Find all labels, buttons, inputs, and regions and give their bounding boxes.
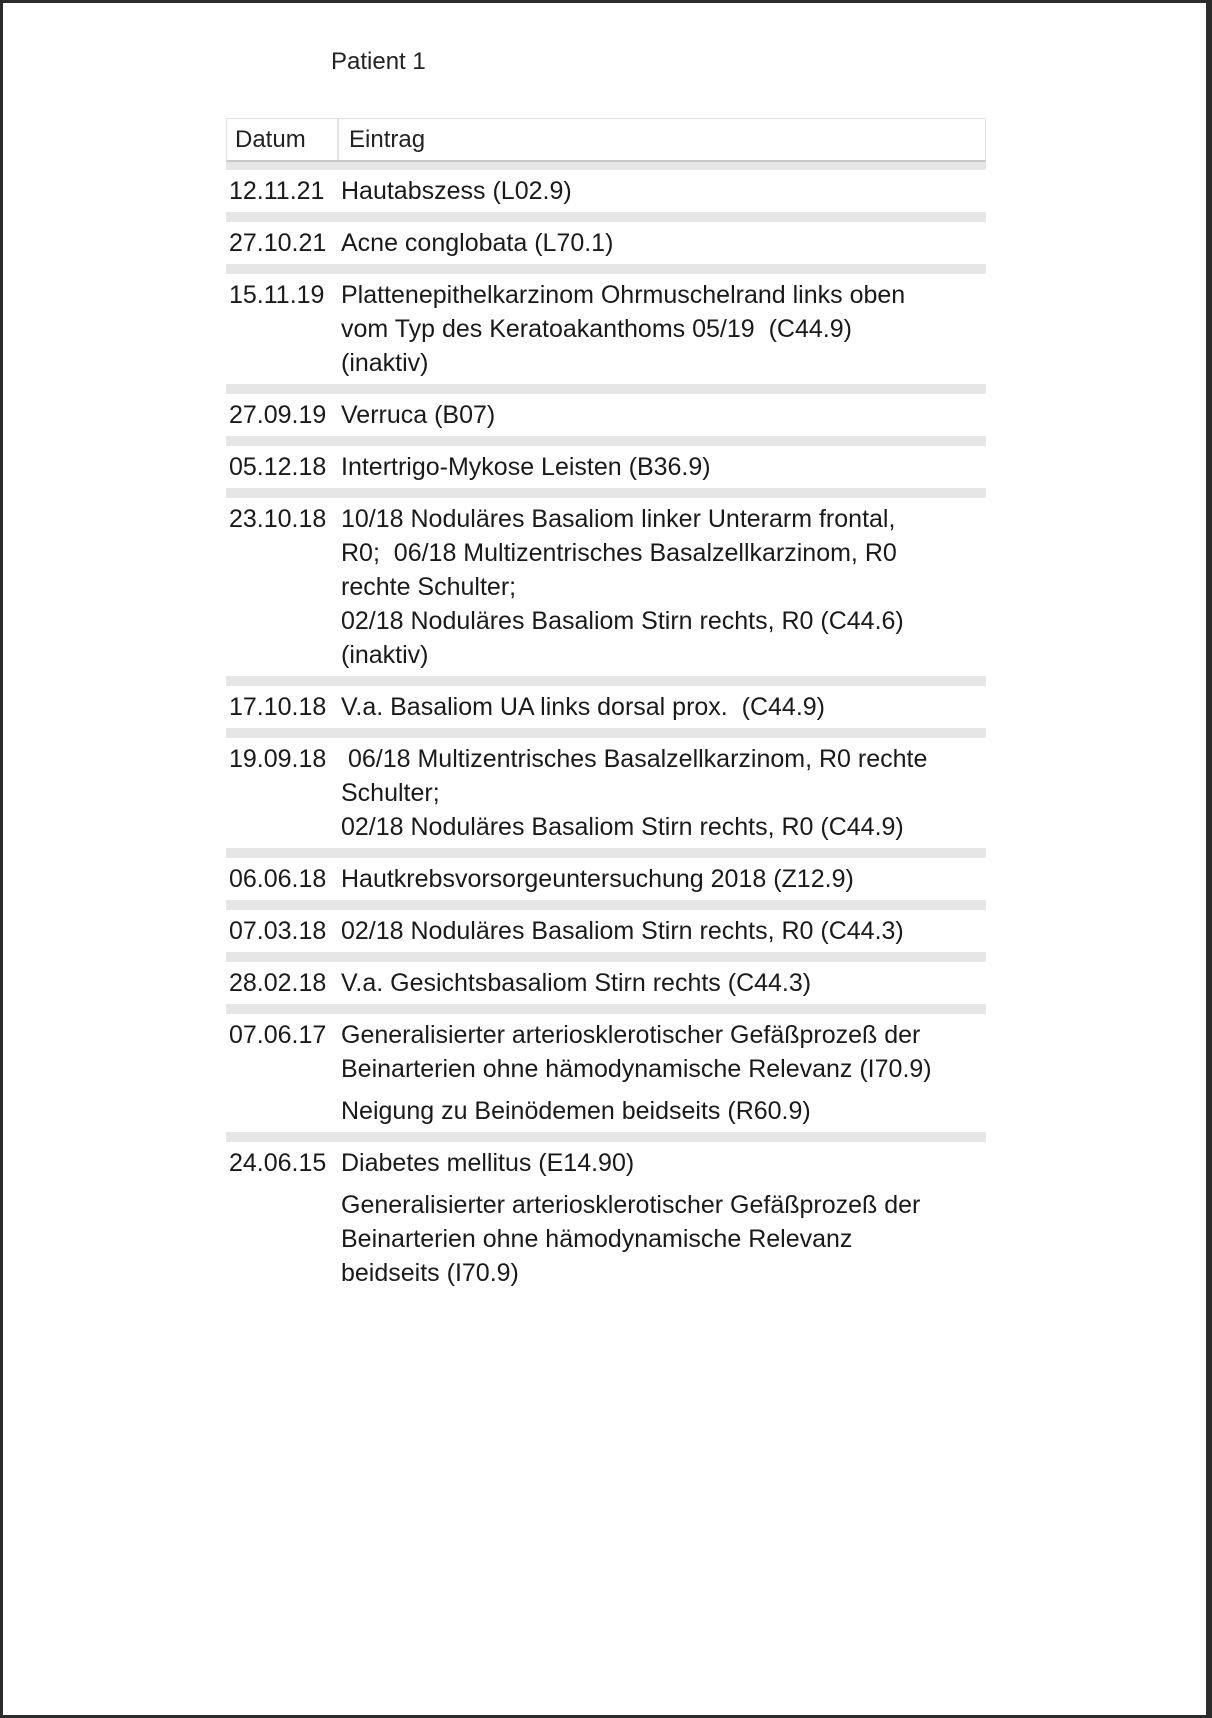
row-date: 12.11.21 (229, 177, 325, 205)
row-date: 07.03.18 (229, 917, 327, 945)
table-row[interactable] (226, 900, 986, 952)
row-entry (338, 502, 986, 672)
row-entry (338, 914, 986, 948)
table-row[interactable] (226, 952, 986, 1004)
row-entry (338, 690, 986, 724)
table-row[interactable] (226, 728, 986, 848)
entry-paragraph: Hautkrebsvorsorgeuntersuchung 2018 (Z12.9) (341, 865, 854, 893)
row-date: 24.06.15 (229, 1149, 327, 1177)
row-entry (338, 1018, 986, 1128)
entry-paragraph: Generalisierter arteriosklerotischer Gefäßprozeß der Beinarterien ohne hämodynamische Relevanz beidseits (I70.9) (341, 1191, 921, 1287)
table-header (226, 118, 986, 162)
diagnosis-table (226, 118, 986, 1294)
column-header-date[interactable]: Datum (227, 119, 339, 160)
entry-paragraph: Generalisierter arteriosklerotischer Gefäßprozeß der Beinarterien ohne hämodynamische Relevanz (I70.9) (341, 1021, 932, 1083)
row-date: 07.06.17 (229, 1021, 327, 1049)
entry-paragraph: Intertrigo-Mykose Leisten (B36.9) (341, 453, 711, 481)
row-date: 27.10.21 (229, 229, 327, 257)
table-row[interactable] (226, 488, 986, 676)
entry-paragraph: Acne conglobata (L70.1) (341, 229, 614, 257)
row-date: 15.11.19 (229, 281, 325, 309)
entry-paragraph: V.a. Basaliom UA links dorsal prox. (C44.9) (341, 693, 826, 721)
entry-paragraph: Hautabszess (L02.9) (341, 177, 572, 205)
row-entry (338, 1146, 986, 1290)
entry-paragraph: Diabetes mellitus (E14.90) (341, 1149, 635, 1177)
table-row[interactable] (226, 436, 986, 488)
row-entry (338, 398, 986, 432)
entry-paragraph: V.a. Gesichtsbasaliom Stirn rechts (C44.3) (341, 969, 812, 997)
row-entry (338, 450, 986, 484)
table-row[interactable] (226, 264, 986, 384)
row-entry (338, 278, 986, 380)
column-header-entry[interactable]: Eintrag (349, 125, 426, 153)
row-entry (338, 966, 986, 1000)
row-date: 28.02.18 (229, 969, 327, 997)
entry-paragraph: 06/18 Multizentrisches Basalzellkarzinom, R0 rechte Schulter; 02/18 Noduläres Basaliom Stirn rechts, R0 (C44.9) (341, 745, 928, 841)
row-date: 06.06.18 (229, 865, 327, 893)
entry-paragraph: 02/18 Noduläres Basaliom Stirn rechts, R0 (C44.3) (341, 917, 904, 945)
table-row[interactable] (226, 1004, 986, 1132)
row-date: 19.09.18 (229, 745, 327, 773)
row-entry (338, 226, 986, 260)
entry-paragraph: Plattenepithelkarzinom Ohrmuschelrand links oben vom Typ des Keratoakanthoms 05/19 (C44.9) (inaktiv) (341, 281, 906, 377)
entry-paragraph: Neigung zu Beinödemen beidseits (R60.9) (341, 1097, 811, 1125)
table-row[interactable] (226, 676, 986, 728)
patient-title: Patient 1 (331, 48, 426, 75)
entry-paragraph: Verruca (B07) (341, 401, 496, 429)
row-date: 05.12.18 (229, 453, 327, 481)
table-row[interactable] (226, 848, 986, 900)
entry-paragraph: 10/18 Noduläres Basaliom linker Unterarm frontal, R0; 06/18 Multizentrisches Basalzellkarzinom, R0 rechte Schulter; 02/18 Noduläres Basaliom Stirn rechts, R0 (C44.6) (inaktiv) (341, 505, 904, 669)
table-row[interactable] (226, 162, 986, 212)
row-date: 23.10.18 (229, 505, 327, 533)
table-row[interactable] (226, 384, 986, 436)
row-entry (338, 742, 986, 844)
row-entry (338, 862, 986, 896)
row-entry (338, 174, 986, 208)
table-row[interactable] (226, 1132, 986, 1294)
table-row[interactable] (226, 212, 986, 264)
row-date: 27.09.19 (229, 401, 327, 429)
row-date: 17.10.18 (229, 693, 327, 721)
table-body (226, 162, 986, 1294)
